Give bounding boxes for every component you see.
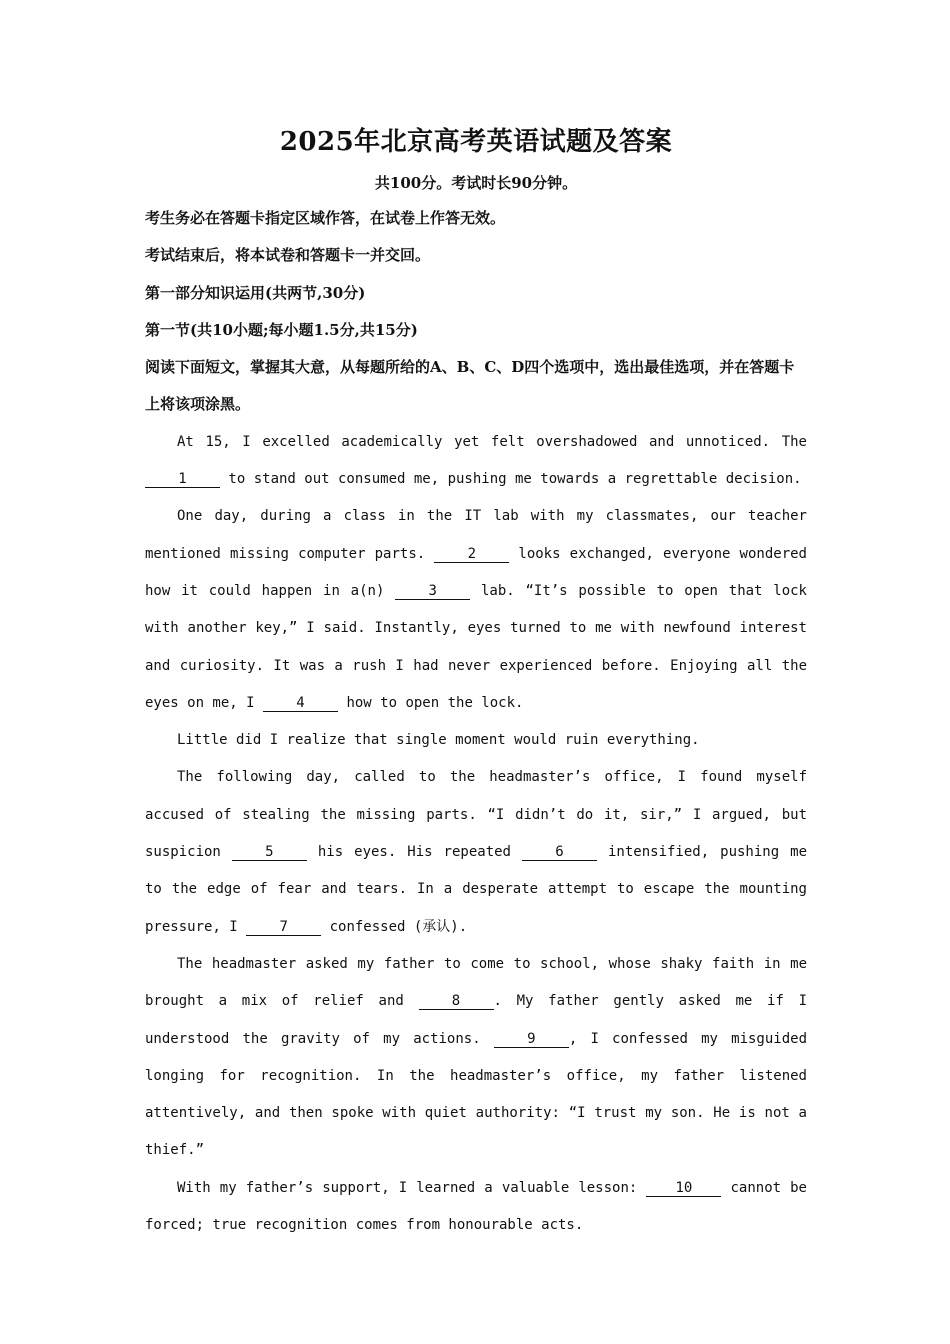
passage-paragraph-2: One day, during a class in the IT lab with my classmates, our teacher mentioned missing computer parts. 2 looks exchanged, everyone wondered how it could happen in a(n) 3 lab. “It’s possible to open that lock with another key,” I said. Instantly, eyes turned to me with newfound interest and curiosity. It was a rush I had never experienced before. Enjoying all the eyes on me, I 4 how to open the lock. — [145, 508, 807, 711]
blank-1: 1 — [145, 471, 220, 488]
blank-5: 5 — [232, 844, 307, 861]
passage-paragraph-1: At 15, I excelled academically yet felt overshadowed and unnoticed. The 1 to stand out consumed me, pushing me towards a regrettable decision. — [145, 424, 807, 499]
instruction-answer-card: 考生务必在答题卡指定区域作答，在试卷上作答无效。 — [145, 209, 506, 227]
blank-7: 7 — [246, 919, 321, 936]
blank-9: 9 — [494, 1031, 569, 1048]
instruction-submit: 考试结束后，将本试卷和答题卡一并交回。 — [145, 246, 431, 265]
section-heading-subsection-one: 第一节(共10小题;每小题1.5分,共15分) — [145, 320, 418, 339]
instruction-reading: 阅读下面短文，掌握其大意，从每题所给的A、B、C、D四个选项中，选出最佳选项，并在答题卡上将该项涂黑。 — [145, 358, 795, 414]
passage-paragraph-6: With my father’s support, I learned a valuable lesson: 10 cannot be forced; true recognition comes from honourable acts. — [145, 1179, 807, 1234]
blank-8: 8 — [419, 993, 494, 1010]
passage-paragraph-5: The headmaster asked my father to come to school, whose shaky faith in me brought a mix of relief and 8 . My father gently asked me if I understood the gravity of my actions. 9 , I confessed my misguided longing for recognition. In the headmaster’s office, my father listened attentively, and then spoke with quiet authority: “I trust my son. He is not a thief.” — [145, 955, 807, 1159]
blank-2: 2 — [434, 546, 509, 563]
exam-subtitle: 共100分。考试时长90分钟。 — [374, 174, 578, 192]
page-title: 2025年北京高考英语试题及答案 — [279, 127, 673, 157]
section-heading-part-one: 第一部分知识运用(共两节,30分) — [145, 283, 366, 302]
blank-10: 10 — [646, 1180, 721, 1197]
exam-page — [145, 118, 807, 1244]
blank-3: 3 — [395, 583, 470, 600]
passage-paragraph-3: Little did I realize that single moment would ruin everything. — [177, 732, 700, 749]
blank-6: 6 — [522, 844, 597, 861]
passage-paragraph-4: The following day, called to the headmaster’s office, I found myself accused of stealing the missing parts. “I didn’t do it, sir,” I argued, but suspicion 5 his eyes. His repeated 6 intensified, pushing me to the edge of fear and tears. In a desperate attempt to escape the mounting pressure, I 7 confessed (承认). — [145, 769, 807, 935]
blank-4: 4 — [263, 695, 338, 712]
